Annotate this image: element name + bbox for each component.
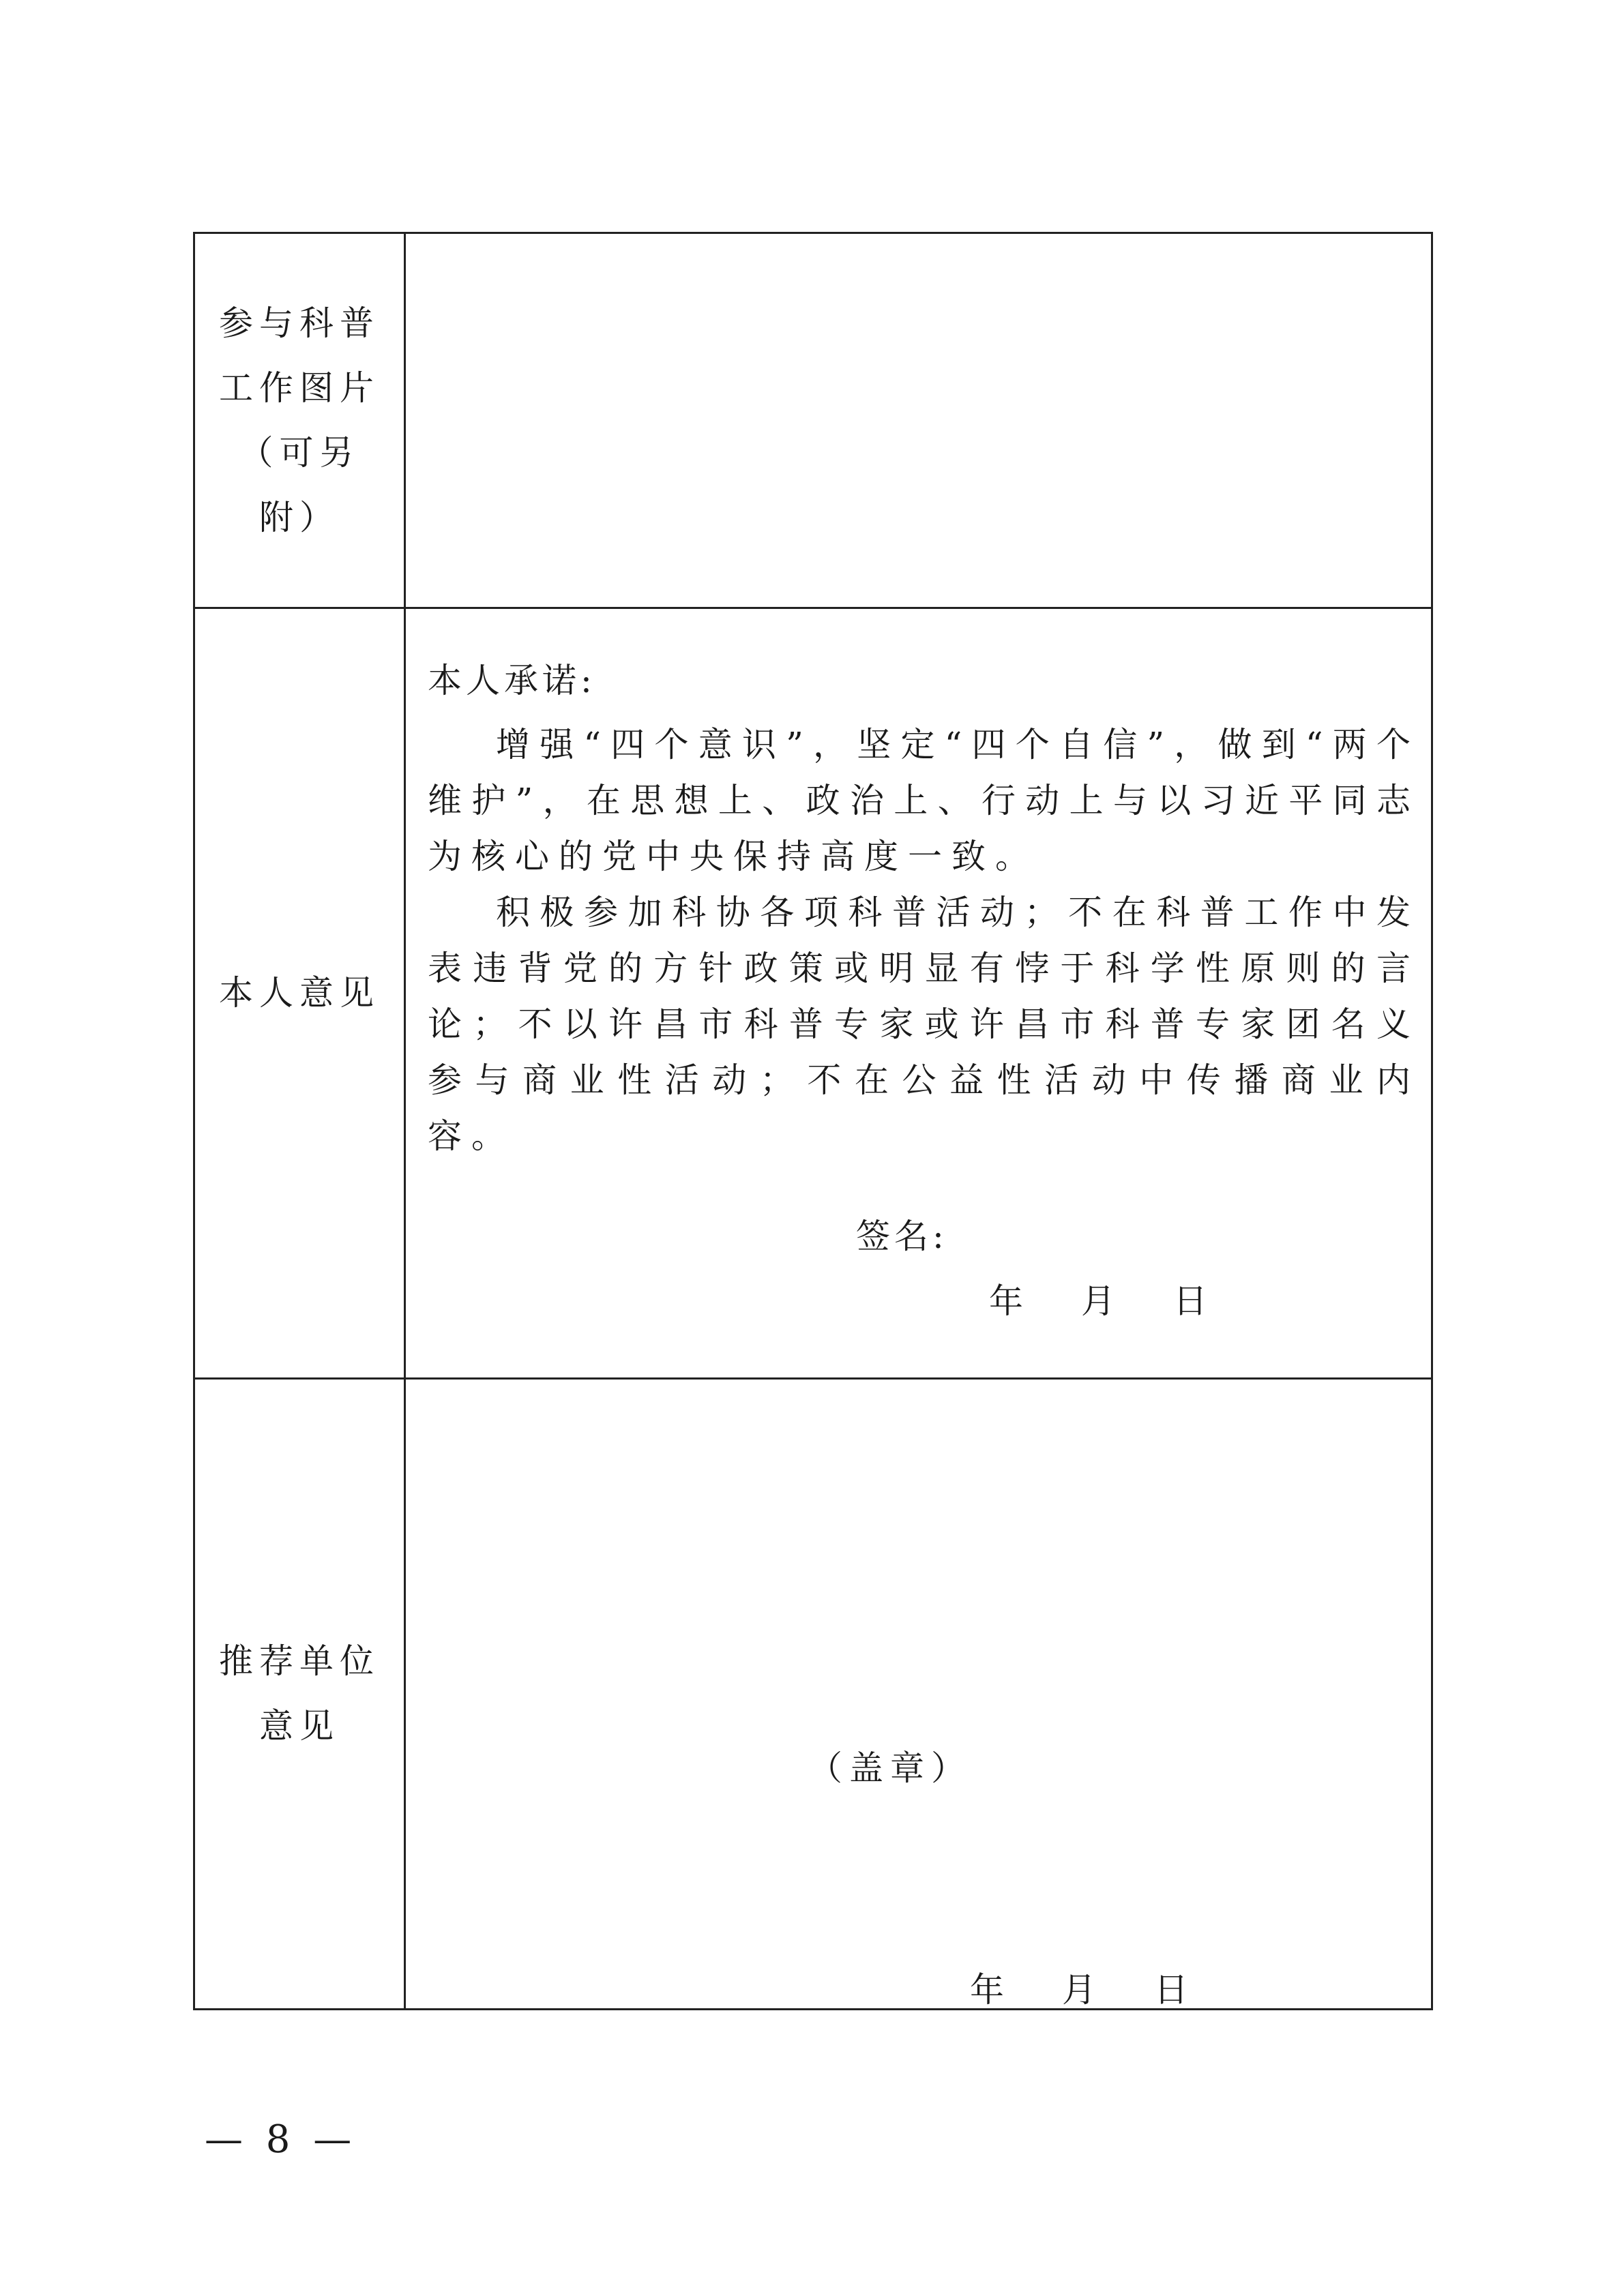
date-day: 日 bbox=[1154, 1970, 1188, 2010]
signature-date bbox=[989, 1274, 1265, 1323]
personal-opinion-label-cell bbox=[194, 608, 405, 1379]
date-month: 月 bbox=[1062, 1970, 1096, 2010]
page-number: — 8 — bbox=[205, 2117, 357, 2162]
seal-label: （盖章） bbox=[808, 1748, 972, 1788]
recommending-unit-content bbox=[405, 1379, 1432, 2010]
photos-label-cell bbox=[194, 233, 405, 608]
personal-opinion-row bbox=[194, 608, 1432, 1379]
recommending-unit-label-cell bbox=[194, 1379, 405, 2010]
pledge-paragraph-2: 积极参加科协各项科普活动；不在科普工作中发表违背党的方针政策或明显有悖于科学性原则的言论；不以许昌市科普专家或许昌市科普专家团名义参与商业性活动；不在公益性活动中传播商业内容。 bbox=[428, 893, 1420, 1156]
photos-content-area[interactable] bbox=[405, 233, 1432, 608]
personal-opinion-label: 本人意见 bbox=[219, 973, 380, 1013]
date-month: 月 bbox=[1081, 1281, 1115, 1321]
unit-date bbox=[970, 1963, 1246, 2012]
application-form-table bbox=[193, 232, 1433, 2010]
signature-label: 签名: bbox=[856, 1217, 948, 1256]
recommending-unit-label: 推荐单位意见 bbox=[219, 1641, 380, 1746]
recommending-unit-row bbox=[194, 1379, 1432, 2010]
pledge-body bbox=[428, 717, 1420, 1164]
pledge-title: 本人承诺: bbox=[428, 661, 596, 700]
pledge-paragraph-1: 增强“四个意识”，坚定“四个自信”，做到“两个维护”，在思想上、政治上、行动上与以习近平同志为核心的党中央保持高度一致。 bbox=[428, 725, 1420, 876]
personal-opinion-content bbox=[405, 608, 1432, 1379]
photos-row bbox=[194, 233, 1432, 608]
date-year: 年 bbox=[970, 1970, 1004, 2010]
date-day: 日 bbox=[1173, 1281, 1207, 1321]
date-year: 年 bbox=[989, 1281, 1023, 1321]
photos-label: 参与科普工作图片（可另附） bbox=[219, 303, 380, 537]
